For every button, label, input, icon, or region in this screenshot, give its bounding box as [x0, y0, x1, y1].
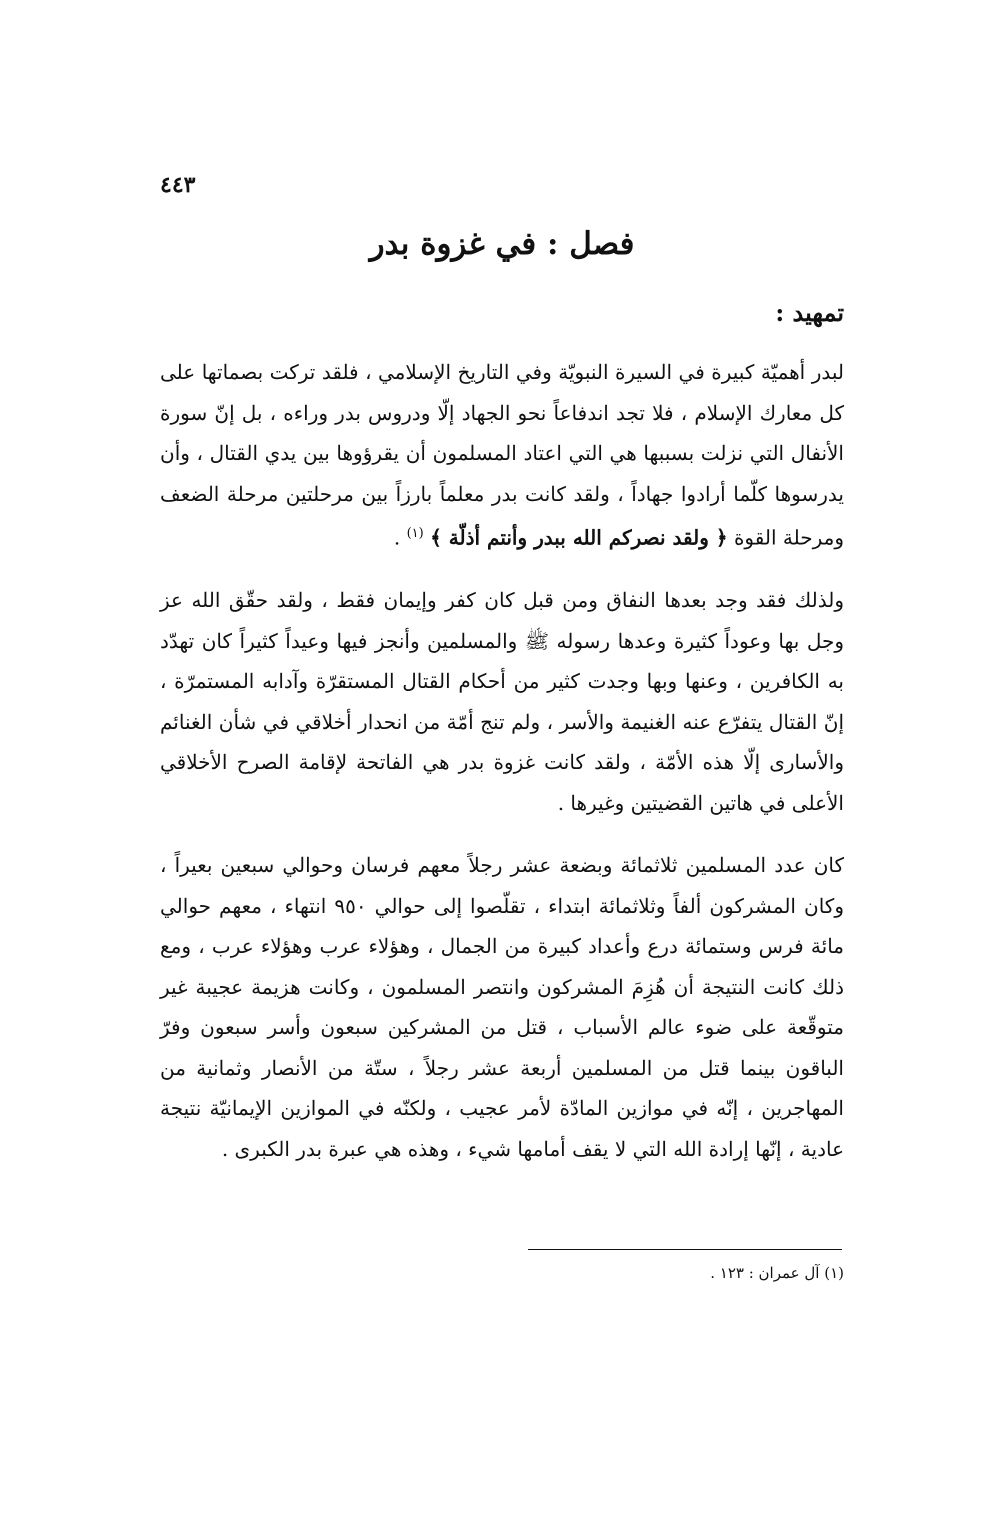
section-heading: تمهيد :: [775, 298, 844, 327]
quran-verse: ﴿ ولقد نصركم الله ببدر وأنتم أذلّة ﴾: [430, 525, 728, 550]
footnote-reference: (١): [406, 526, 424, 541]
paragraph-1: [160, 352, 844, 558]
paragraph-2: ولذلك فقد وجد بعدها النفاق ومن قبل كان كفر وإيمان فقط ، ولقد حقّق الله عز وجل بها وعوداً كثيرة وعدها رسوله ﷺ والمسلمين وأنجز فيها وعيداً كثيراً كان تهدّد به الكافرين ، وعنها وبها وجدت كثير من أحكام القتال المستقرّة وآدابه المستمرّة ، إنّ القتال يتفرّع عنه الغنيمة والأسر ، ولم تنج أمّة من انحدار أخلاقي في شأن الغنائم والأسارى إلّا هذه الأمّة ، ولقد كانت غزوة بدر هي الفاتحة لإقامة الصرح الأخلاقي الأعلى في هاتين القضيتين وغيرها .: [160, 588, 844, 815]
paragraph-1-end: .: [393, 525, 407, 550]
footnote-divider: [528, 1249, 842, 1250]
chapter-title: فصل : في غزوة بدر: [369, 226, 635, 262]
paragraph-3: كان عدد المسلمين ثلاثمائة وبضعة عشر رجلاً معهم فرسان وحوالي سبعين بعيراً ، وكان المشركون ألفاً وثلاثمائة ابتداء ، تقلّصوا إلى حوالي ٩٥٠ انتهاء ، معهم حوالي مائة فرس وستمائة درع وأعداد كبيرة من الجمال ، وهؤلاء عرب وهؤلاء عرب ، ومع ذلك كانت النتيجة أن هُزِمَ المشركون وانتصر المسلمون ، وكانت هزيمة عجيبة غير متوقّعة على ضوء عالم الأسباب ، قتل من المشركين سبعون وأسر سبعون وفرّ الباقون بينما قتل من المسلمين أربعة عشر رجلاً ، ستّة من الأنصار وثمانية من المهاجرين ، إنّه في موازين المادّة لأمر عجيب ، ولكنّه في الموازين الإيمانيّة نتيجة عادية ، إنّها إرادة الله التي لا يقف أمامها شيء ، وهذه هي عبرة بدر الكبرى .: [160, 853, 844, 1161]
body-text: [160, 352, 844, 1191]
page-number: ٤٤٣: [160, 172, 196, 198]
footnote: (١) آل عمران : ١٢٣ .: [710, 1264, 844, 1282]
paragraph-1-text: لبدر أهميّة كبيرة في السيرة النبويّة وفي التاريخ الإسلامي ، فلقد تركت بصماتها على كل معارك الإسلام ، فلا تجد اندفاعاً نحو الجهاد إلّا ودروس بدر وراءه ، بل إنّ سورة الأنفال التي نزلت بسببها هي التي اعتاد المسلمون أن يقرؤوها بين يدي القتال ، وأن يدرسوها كلّما أرادوا جهاداً ، ولقد كانت بدر معلماً بارزاً بين مرحلتين مرحلة الضعف ومرحلة القوة: [160, 360, 844, 550]
